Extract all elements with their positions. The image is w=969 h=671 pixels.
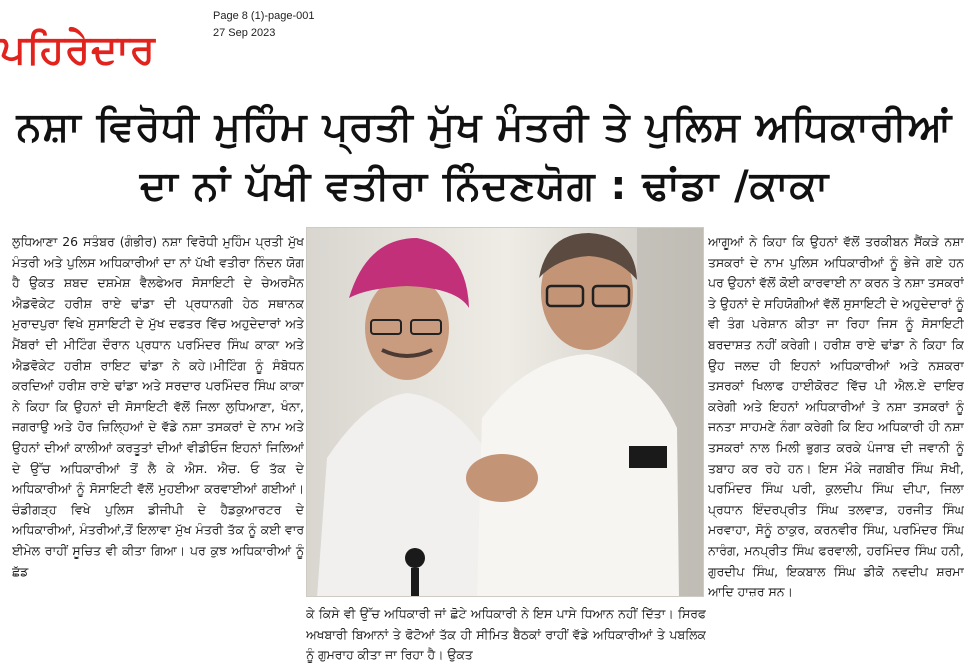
page-date: 27 Sep 2023: [213, 27, 276, 39]
page-meta: [213, 8, 315, 42]
article-column-left: ਲੁਧਿਆਣਾ 26 ਸਤੰਬਰ (ਗੰਭੀਰ) ਨਸ਼ਾ ਵਿਰੋਧੀ ਮੁਹਿੰਮ ਪ੍ਰਤੀ ਮੁੱਖ ਮੰਤਰੀ ਅਤੇ ਪੁਲਿਸ ਅਧਿਕਾਰੀਆਂ ਦਾ ਨਾਂ ਪੱਖੀ ਵਤੀਰਾ ਨਿੰਦਨ ਯੋਗ ਹੈ ਉਕਤ ਸ਼ਬਦ ਦਸ਼ਮੇਸ਼ ਵੈਲਫੇਅਰ ਸੋਸਾਇਟੀ ਦੇ ਚੇਅਰਮੈਨ ਐਡਵੋਕੇਟ ਹਰੀਸ਼ ਰਾਏ ਢਾਂਡਾ ਦੀ ਪ੍ਰਧਾਨਗੀ ਹੇਠ ਸਥਾਨਕ ਮੁਰਾਦਪੁਰਾ ਵਿਖੇ ਸੁਸਾਇਟੀ ਦੇ ਮੁੱਖ ਦਫਤਰ ਵਿੱਚ ਅਹੁਦੇਦਾਰਾਂ ਅਤੇ ਮੈਂਬਰਾਂ ਦੀ ਮੀਟਿੰਗ ਦੌਰਾਨ ਪ੍ਰਧਾਨ ਪਰਮਿੰਦਰ ਸਿੰਘ ਕਾਕਾ ਅਤੇ ਐਡਵੋਕੇਟ ਹਰੀਸ਼ ਰਾਇਟ ਢਾਂਡਾ ਨੇ ਕਹੇ।ਮੀਟਿੰਗ ਨੂੰ ਸੰਬੋਧਨ ਕਰਦਿਆਂ ਹਰੀਸ਼ ਰਾਏ ਢਾਂਡਾ ਅਤੇ ਸਰਦਾਰ ਪਰਮਿੰਦਰ ਸਿੰਘ ਕਾਕਾ ਨੇ ਕਿਹਾ ਕਿ ਉਹਨਾਂ ਦੀ ਸੋਸਾਇਟੀ ਵੱਲੋਂ ਜਿਲਾ ਲੁਧਿਆਣਾ, ਖੰਨਾ, ਜਗਰਾਉ ਅਤੇ ਹੋਰ ਜ਼ਿਲ੍ਹਿਆਂ ਦੇ ਵੱਡੇ ਨਸ਼ਾ ਤਸਕਰਾਂ ਦੇ ਨਾਮ ਅਤੇ ਉਹਨਾਂ ਦੀਆਂ ਕਾਲੀਆਂ ਕਰਤੂਤਾਂ ਦੀਆਂ ਵੀਡੀਓਜ ਇਹਨਾਂ ਜਿਲਿਆਂ ਦੇ ਉੱਚ ਅਧਿਕਾਰੀਆਂ ਤੋਂ ਲੈ ਕੇ ਐਸ. ਐਚ. ਓ ਤੱਕ ਦੇ ਅਧਿਕਾਰੀਆਂ ਨੂੰ ਸੋਸਾਇਟੀ ਵੱਲੋਂ ਮੁਹਈਆ ਕਰਵਾਈਆਂ ਗਈਆਂ। ਚੰਡੀਗੜ੍ਹ ਵਿਖੇ ਪੁਲਿਸ ਡੀਜੀਪੀ ਦੇ ਹੈਡਕੁਆਰਟਰ ਦੇ ਅਧਿਕਾਰੀਆਂ, ਮੰਤਰੀਆਂ,ਤੋਂ ਇਲਾਵਾ ਮੁੱਖ ਮੰਤਰੀ ਤੱਕ ਨੂੰ ਕਈ ਵਾਰ ਈਮੇਲ ਰਾਹੀਂ ਸੂਚਿਤ ਵੀ ਕੀਤਾ ਗਿਆ। ਪਰ ਕੁਝ ਅਧਿਕਾਰੀਆਂ ਨੂੰ ਛੱਡ: [12, 234, 304, 579]
page-label: Page 8 (1)-page-001: [213, 10, 315, 22]
newspaper-logo: ਪਹਿਰੇਦਾਰ: [0, 27, 156, 73]
article-column-right: ਆਗੂਆਂ ਨੇ ਕਿਹਾ ਕਿ ਉਹਨਾਂ ਵੱਲੋਂ ਤਰਕੀਬਨ ਸੈਂਕੜੇ ਨਸ਼ਾ ਤਸਕਰਾਂ ਦੇ ਨਾਮ ਪੁਲਿਸ ਅਧਿਕਾਰੀਆਂ ਨੂੰ ਭੇਜੇ ਗਏ ਹਨ ਪਰ ਉਹਨਾਂ ਵੱਲੋਂ ਕੋਈ ਕਾਰਵਾਈ ਨਾ ਕਰਨ ਤੇ ਨਸ਼ਾ ਤਸਕਰਾਂ ਤੇ ਉਹਨਾਂ ਦੇ ਸਹਿਯੋਗੀਆਂ ਵੱਲੋਂ ਸੁਸਾਇਟੀ ਦੇ ਅਹੁਦੇਦਾਰਾਂ ਨੂੰ ਵੀ ਤੰਗ ਪਰੇਸ਼ਾਨ ਕੀਤਾ ਜਾ ਰਿਹਾ ਜਿਸ ਨੂੰ ਸੋਸਾਇਟੀ ਬਰਦਾਸ਼ਤ ਨਹੀਂ ਕਰੇਗੀ। ਹਰੀਸ਼ ਰਾਏ ਢਾਂਡਾ ਨੇ ਕਿਹਾ ਕਿ ਉਹ ਜਲਦ ਹੀ ਇਹਨਾਂ ਅਧਿਕਾਰੀਆਂ ਅਤੇ ਨਸ਼ਕਰਾ ਤਸਰਕਾਂ ਖਿਲਾਫ ਹਾਈਕੋਰਟ ਵਿੱਚ ਪੀ ਐਲ.ਏ ਦਾਇਰ ਕਰੇਗੀ ਅਤੇ ਇਹਨਾਂ ਅਧਿਕਾਰੀਆਂ ਤੇ ਨਸ਼ਾ ਤਸਕਰਾਂ ਨੂੰ ਜਨਤਾ ਸਾਹਮਣੇ ਨੰਗਾ ਕਰੇਗੀ ਕਿ ਇਹ ਅਧਿਕਾਰੀ ਹੀ ਨਸ਼ਾ ਤਸਕਰਾਂ ਨਾਲ ਮਿਲੀ ਭੁਗਤ ਕਰਕੇ ਪੰਜਾਬ ਦੀ ਜਵਾਨੀ ਨੂੰ ਤਬਾਹ ਕਰ ਰਹੇ ਹਨ। ਇਸ ਮੌਕੇ ਜਗਬੀਰ ਸਿੰਘ ਸੋਖੀ, ਪਰਮਿੰਦਰ ਸਿੰਘ ਪਰੀ, ਕੁਲਦੀਪ ਸਿੰਘ ਦੀਪਾ, ਜਿਲਾ ਪ੍ਰਧਾਨ ਇੰਦਰਪ੍ਰੀਤ ਸਿੰਘ ਤਲਵਾੜ, ਹਰਜੀਤ ਸਿੰਘ ਮਰਵਾਹਾ, ਸੋਨੂੰ ਠਾਕੁਰ, ਕਰਨਵੀਰ ਸਿੰਘ, ਪਰਮਿੰਦਰ ਸਿੰਘ ਨਾਰੰਗ, ਮਨਪ੍ਰੀਤ ਸਿੰਘ ਫਰਵਾਲੀ, ਹਰਮਿੰਦਰ ਸਿੰਘ ਹਨੀ, ਗੁਰਦੀਪ ਸਿੰਘ, ਇਕਬਾਲ ਸਿੰਘ ਡੀਕੋ ਨਵਦੀਪ ਸ਼ਰਮਾ ਆਦਿ ਹਾਜ਼ਰ ਸਨ।: [708, 234, 964, 600]
article-column-bottom: ਕੇ ਕਿਸੇ ਵੀ ਉੱਚ ਅਧਿਕਾਰੀ ਜਾਂ ਛੋਟੇ ਅਧਿਕਾਰੀ ਨੇ ਇਸ ਪਾਸੇ ਧਿਆਨ ਨਹੀਂ ਦਿੱਤਾ। ਸਿਰਫ ਅਖਬਾਰੀ ਬਿਆਨਾਂ ਤੇ ਫੋਟੋਆਂ ਤੱਕ ਹੀ ਸੀਮਿਤ ਬੈਠਕਾਂ ਰਾਹੀਂ ਵੱਡੇ ਅਧਿਕਾਰੀਆਂ ਤੇ ਪਬਲਿਕ ਨੂੰ ਗੁਮਰਾਹ ਕੀਤਾ ਜਾ ਰਿਹਾ ਹੈ। ਉਕਤ: [306, 606, 706, 663]
news-photo: [306, 227, 704, 597]
headline-line-2: ਦਾ ਨਾਂ ਪੱਖੀ ਵਤੀਰਾ ਨਿੰਦਣਯੋਗ : ਢਾਂਡਾ /ਕਾਕਾ: [139, 163, 830, 209]
headline-line-1: ਨਸ਼ਾ ਵਿਰੋਧੀ ਮੁਹਿੰਮ ਪ੍ਰਤੀ ਮੁੱਖ ਮੰਤਰੀ ਤੇ ਪੁਲਿਸ ਅਧਿਕਾਰੀਆਂ: [16, 104, 953, 150]
